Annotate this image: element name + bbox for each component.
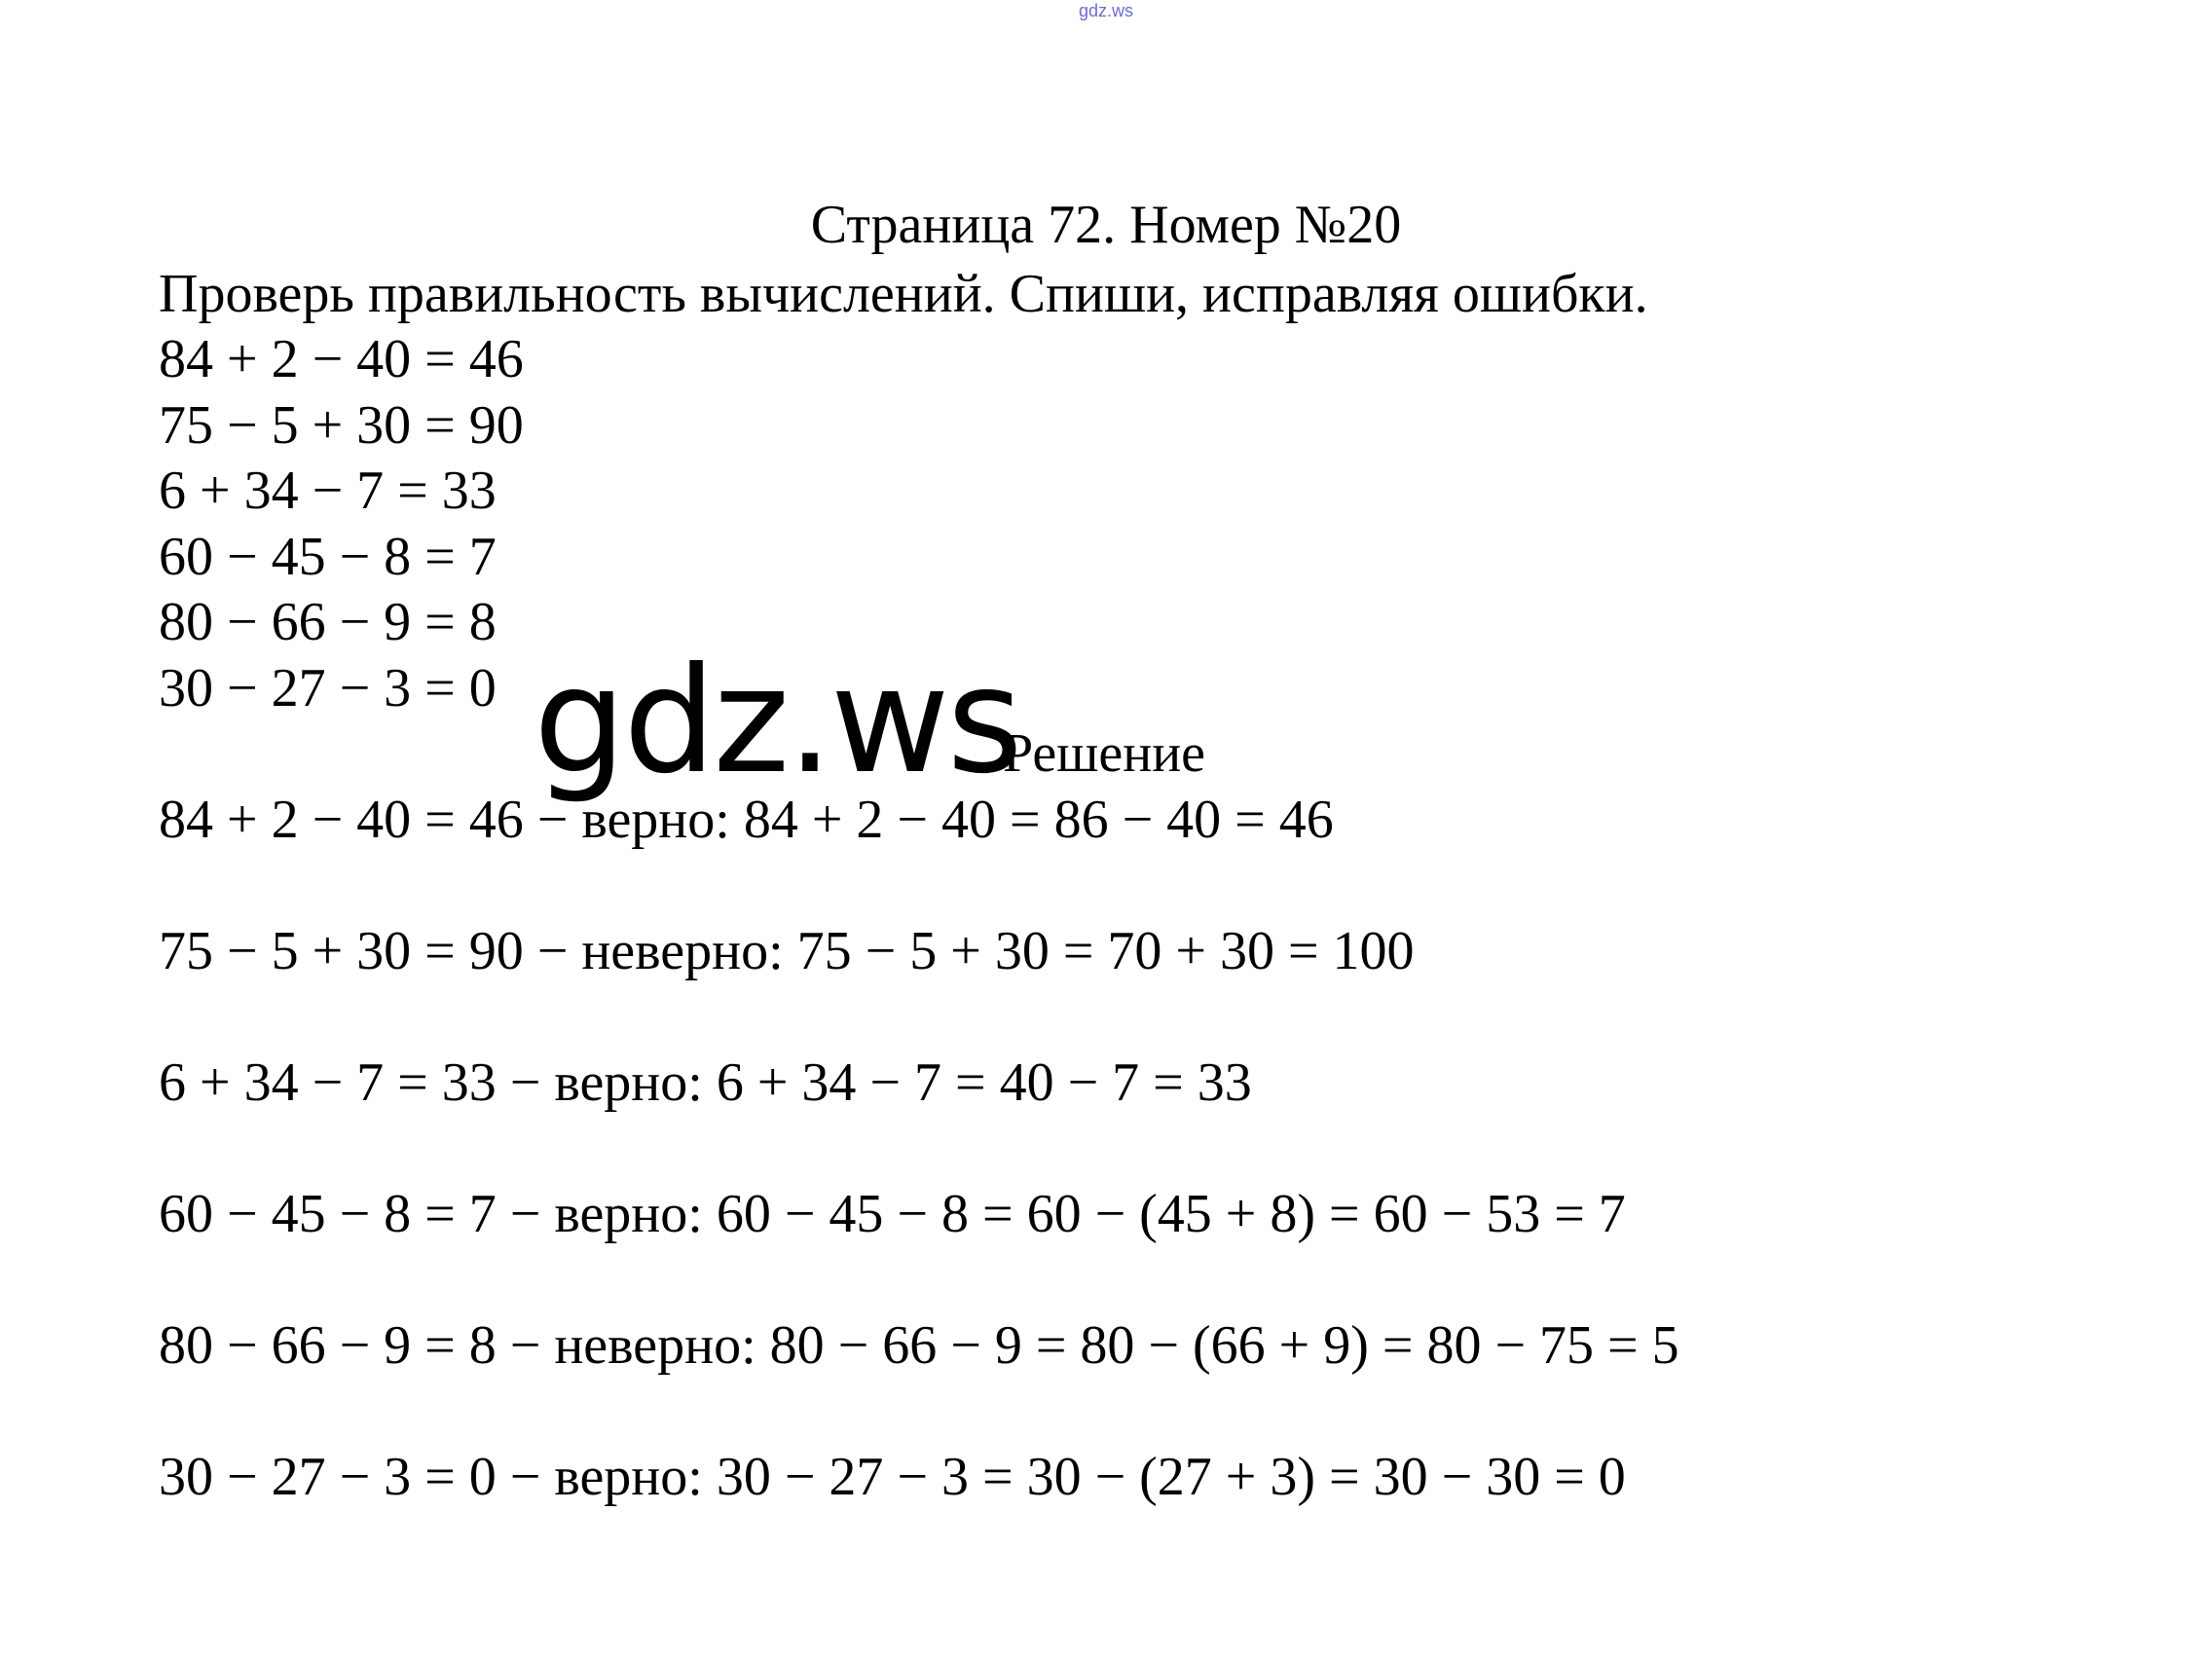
task-equation: 6 + 34 − 7 = 33 xyxy=(159,461,497,521)
solution-heading: Решение xyxy=(1003,723,1206,784)
task-equation: 80 − 66 − 9 = 8 xyxy=(159,592,497,652)
task-equation: 75 − 5 + 30 = 90 xyxy=(159,395,524,456)
solution-line: 84 + 2 − 40 = 46 − верно: 84 + 2 − 40 = 86 − 40 = 46 xyxy=(159,790,1334,850)
task-equation: 60 − 45 − 8 = 7 xyxy=(159,527,497,587)
task-equation: 30 − 27 − 3 = 0 xyxy=(159,658,497,719)
solution-line: 6 + 34 − 7 = 33 − верно: 6 + 34 − 7 = 40 − 7 = 33 xyxy=(159,1052,1252,1113)
page-title: Страница 72. Номер №20 xyxy=(810,195,1402,255)
solution-line: 80 − 66 − 9 = 8 − неверно: 80 − 66 − 9 = 80 − (66 + 9) = 80 − 75 = 5 xyxy=(159,1315,1679,1376)
task-instruction: Проверь правильность вычислений. Спиши, исправляя ошибки. xyxy=(159,264,1648,324)
watermark-logo: gdz.ws xyxy=(534,637,1020,806)
site-mark: gdz.ws xyxy=(1078,1,1134,20)
solution-line: 30 − 27 − 3 = 0 − верно: 30 − 27 − 3 = 30 − (27 + 3) = 30 − 30 = 0 xyxy=(159,1447,1626,1507)
solution-line: 75 − 5 + 30 = 90 − неверно: 75 − 5 + 30 = 70 + 30 = 100 xyxy=(159,921,1415,981)
task-equation: 84 + 2 − 40 = 46 xyxy=(159,329,524,389)
solution-line: 60 − 45 − 8 = 7 − верно: 60 − 45 − 8 = 60 − (45 + 8) = 60 − 53 = 7 xyxy=(159,1184,1626,1244)
